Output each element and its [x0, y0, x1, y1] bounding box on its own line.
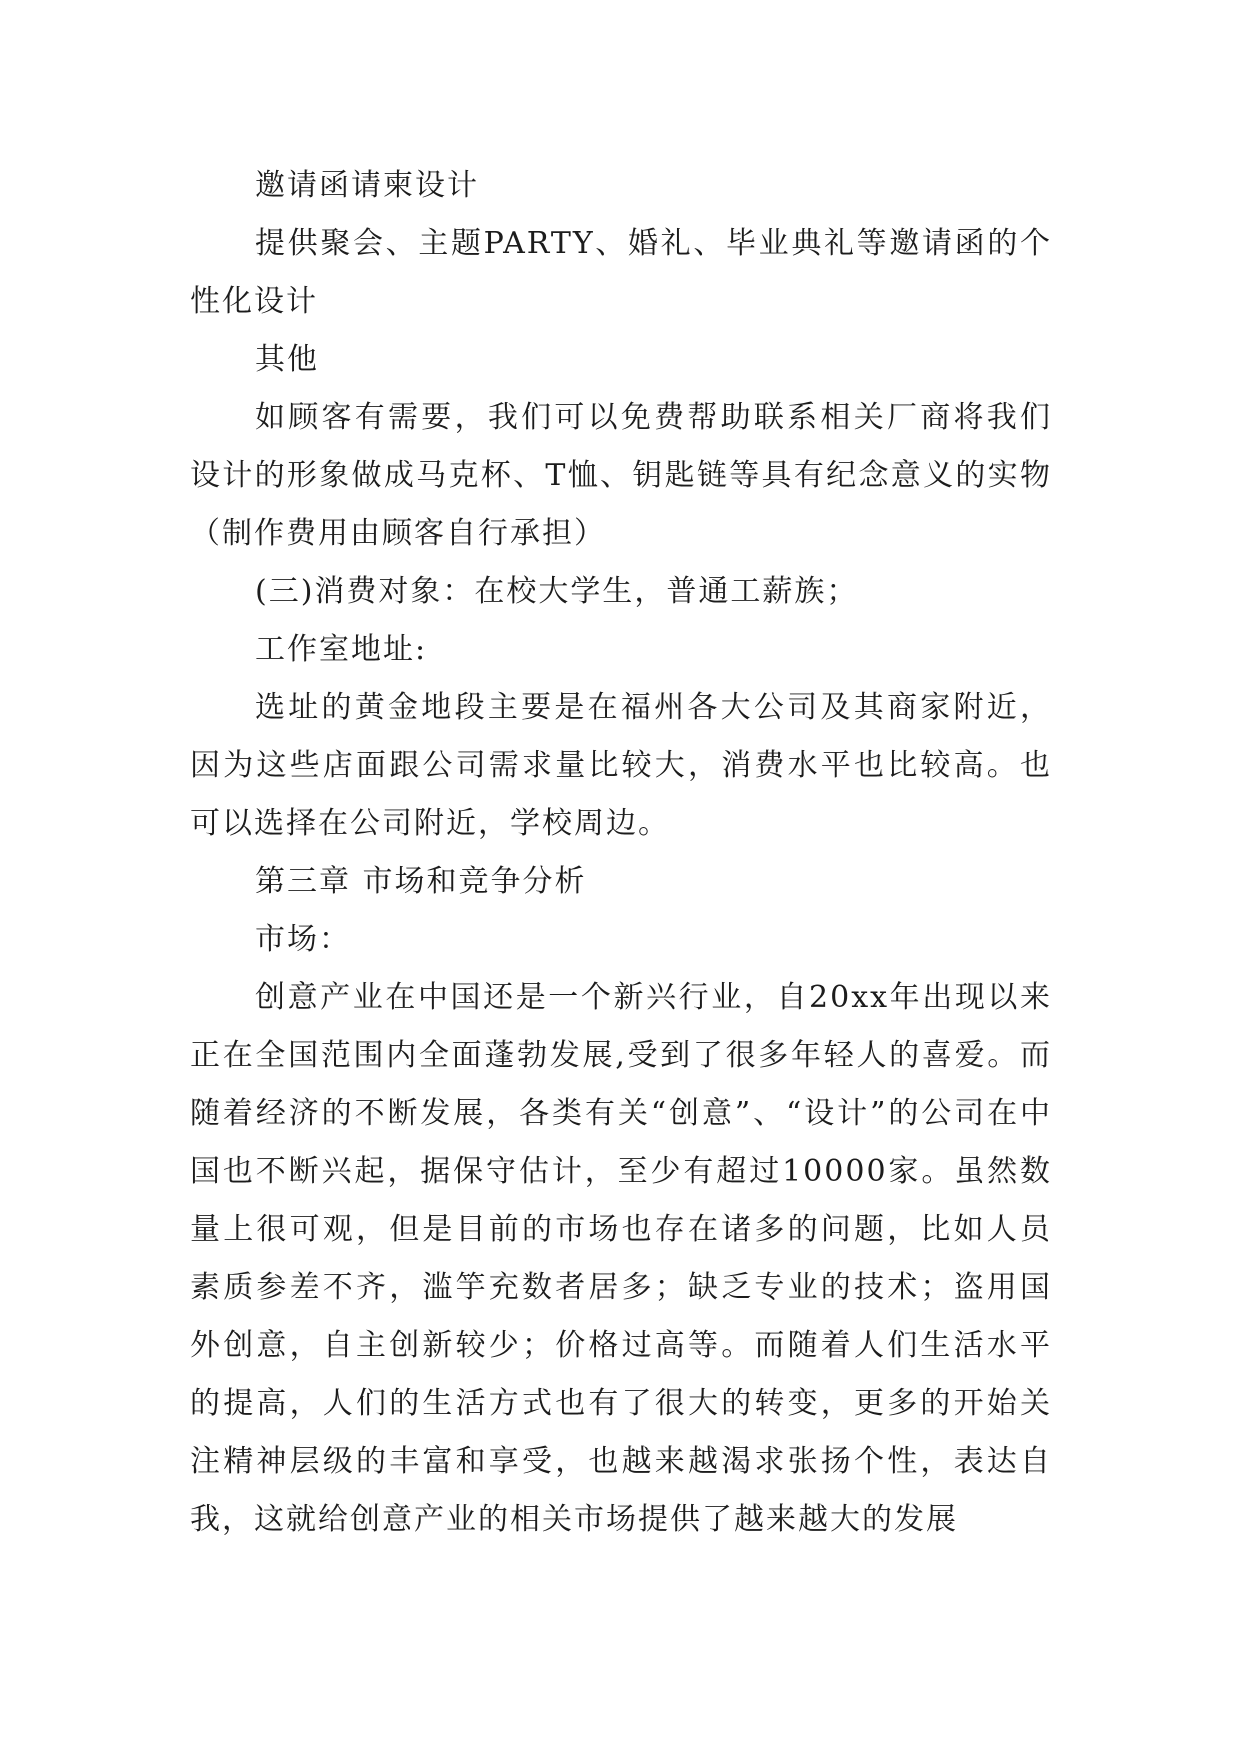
paragraph-market-heading: 市场： [255, 922, 351, 957]
paragraph-other-heading: 其他 [255, 342, 319, 377]
paragraph-address-desc: 选址的黄金地段主要是在福州各大公司及其商家附近，因为这些店面跟公司需求量比较大，消费水平也比较高。也可以选择在公司附近，学校周边。 [190, 690, 1052, 841]
paragraph-market-desc: 创意产业在中国还是一个新兴行业，自20xx年出现以来正在全国范围内全面蓬勃发展,受到了很多年轻人的喜爱。而随着经济的不断发展，各类有关“创意”、“设计”的公司在中国也不断兴起，据保守估计，至少有超过10000家。虽然数量上很可观，但是目前的市场也存在诸多的问题，比如人员素质参差不齐，滥竽充数者居多；缺乏专业的技术；盗用国外创意，自主创新较少；价格过高等。而随着人们生活水平的提高，人们的生活方式也有了很大的转变，更多的开始关注精神层级的丰富和享受，也越来越渴求张扬个性，表达自我，这就给创意产业的相关市场提供了越来越大的发展 [190, 980, 1052, 1537]
paragraph-other-desc: 如顾客有需要，我们可以免费帮助联系相关厂商将我们设计的形象做成马克杯、T恤、钥匙链等具有纪念意义的实物（制作费用由顾客自行承担） [190, 400, 1052, 551]
document-body [190, 157, 1052, 1549]
paragraph-invitation-heading: 邀请函请柬设计 [255, 168, 479, 203]
paragraph-consumers: (三)消费对象：在校大学生，普通工薪族； [255, 574, 859, 609]
chapter-heading: 第三章 市场和竞争分析 [255, 864, 587, 899]
paragraph-invitation-desc: 提供聚会、主题PARTY、婚礼、毕业典礼等邀请函的个性化设计 [190, 226, 1052, 319]
paragraph-address-heading: 工作室地址: [255, 632, 428, 667]
